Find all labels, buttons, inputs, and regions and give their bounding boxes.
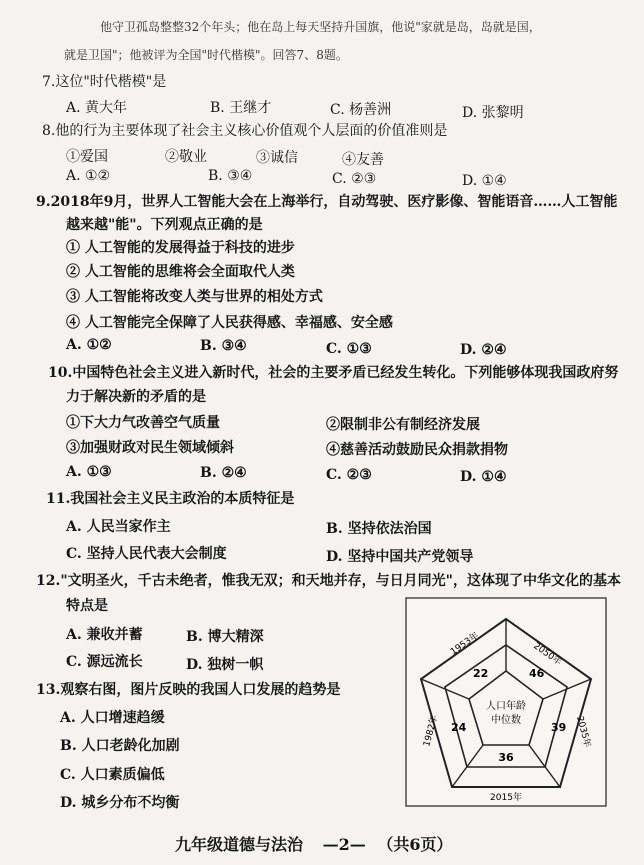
q10-stem-line-2: 力于解决新的矛盾的是 bbox=[66, 389, 206, 405]
value-1953: 22 bbox=[473, 667, 489, 680]
q8-option-c[interactable]: C. ②③ bbox=[332, 171, 377, 187]
value-2050: 46 bbox=[529, 667, 545, 680]
q9-option-b[interactable]: B. ③④ bbox=[200, 338, 247, 354]
year-label-2050: 2050年 bbox=[531, 641, 564, 668]
q12-option-c[interactable]: C. 源远流长 bbox=[66, 654, 143, 670]
q7-option-a[interactable]: A. 黄大年 bbox=[66, 100, 128, 116]
q10-option-a[interactable]: A. ①③ bbox=[66, 464, 112, 480]
year-label-2035: 2035年 bbox=[574, 715, 593, 749]
q12-option-a[interactable]: A. 兼收并蓄 bbox=[66, 627, 143, 643]
q9-stem-line-2: 越来越"能"。下列观点正确的是 bbox=[66, 217, 263, 233]
year-label-1982: 1982年 bbox=[422, 714, 441, 748]
q7-option-d[interactable]: D. 张黎明 bbox=[462, 105, 524, 121]
q9-stem-line-1: 9.2018年9月，世界人工智能大会在上海举行，自动驾驶、医疗影像、智能语音……人工智能 bbox=[36, 194, 618, 210]
value-1982: 24 bbox=[451, 721, 467, 734]
q8-item-4: ④友善 bbox=[342, 152, 384, 168]
pentagon-diagram bbox=[405, 597, 607, 807]
q8-item-3: ③诚信 bbox=[256, 150, 298, 166]
q10-option-b[interactable]: B. ②④ bbox=[200, 465, 247, 481]
q9-item-1: ① 人工智能的发展得益于科技的进步 bbox=[66, 240, 295, 256]
center-label-line-1: 人口年龄 bbox=[486, 701, 526, 712]
q7-option-b[interactable]: B. 王继才 bbox=[210, 100, 272, 116]
footer-page-number: —2— bbox=[322, 835, 366, 854]
value-2035: 39 bbox=[551, 721, 567, 734]
q9-option-d[interactable]: D. ②④ bbox=[460, 342, 507, 358]
q9-item-4: ④ 人工智能完全保障了人民获得感、幸福感、安全感 bbox=[66, 315, 393, 331]
q9-item-3: ③ 人工智能将改变人类与世界的相处方式 bbox=[66, 289, 323, 305]
q13-option-d[interactable]: D. 城乡分布不均衡 bbox=[60, 795, 180, 811]
q8-item-2: ②敬业 bbox=[165, 149, 207, 165]
q7-option-c[interactable]: C. 杨善洲 bbox=[330, 102, 392, 118]
q7-stem: 7.这位"时代楷模"是 bbox=[42, 74, 167, 90]
center-label-line-2: 中位数 bbox=[491, 715, 521, 726]
population-pentagon-figure bbox=[405, 597, 607, 807]
q10-item-3: ③加强财政对民生领域倾斜 bbox=[66, 440, 234, 456]
q13-stem: 13.观察右图，图片反映的我国人口发展的趋势是 bbox=[36, 682, 341, 698]
q10-item-4: ④慈善活动鼓励民众捐款捐物 bbox=[326, 442, 508, 458]
q10-option-c[interactable]: C. ②③ bbox=[326, 467, 372, 483]
q8-option-d[interactable]: D. ①④ bbox=[462, 173, 507, 189]
q10-item-2: ②限制非公有制经济发展 bbox=[326, 417, 480, 433]
footer bbox=[175, 832, 452, 855]
q10-stem-line-1: 10.中国特色社会主义进入新时代，社会的主要矛盾已经发生转化。下列能够体现我国政府努 bbox=[48, 365, 619, 381]
q8-stem: 8.他的行为主要体现了社会主义核心价值观个人层面的价值准则是 bbox=[42, 123, 448, 139]
footer-total-pages: （共6页） bbox=[377, 835, 453, 854]
q13-option-a[interactable]: A. 人口增速趋缓 bbox=[60, 710, 165, 726]
value-2015: 36 bbox=[498, 751, 514, 764]
q10-option-d[interactable]: D. ①④ bbox=[460, 469, 507, 485]
q9-option-c[interactable]: C. ①③ bbox=[326, 341, 372, 357]
q13-option-b[interactable]: B. 人口老龄化加剧 bbox=[60, 738, 180, 754]
q12-stem-line-1: 12."文明圣火，千古未绝者，惟我无双；和天地并存，与日月同光"，这体现了中华文化的基本 bbox=[36, 573, 621, 589]
q9-option-a[interactable]: A. ①② bbox=[66, 337, 112, 353]
q11-stem: 11.我国社会主义民主政治的本质特征是 bbox=[46, 491, 295, 507]
q11-option-b[interactable]: B. 坚持依法治国 bbox=[326, 521, 432, 537]
q10-item-1: ①下大力气改善空气质量 bbox=[66, 415, 220, 431]
year-label-1953: 1953年 bbox=[448, 630, 481, 658]
intro-line-1: 他守卫孤岛整整32个年头；他在岛上每天坚持升国旗，他说"家就是岛，岛就是国， bbox=[100, 20, 541, 34]
q11-option-d[interactable]: D. 坚持中国共产党领导 bbox=[326, 549, 474, 565]
footer-subject: 九年级道德与法治 bbox=[175, 835, 304, 854]
q12-option-b[interactable]: B. 博大精深 bbox=[186, 629, 264, 645]
year-label-2015: 2015年 bbox=[490, 793, 522, 803]
q8-option-b[interactable]: B. ③④ bbox=[208, 168, 253, 184]
q11-option-c[interactable]: C. 坚持人民代表大会制度 bbox=[66, 546, 227, 562]
q13-option-c[interactable]: C. 人口素质偏低 bbox=[60, 767, 165, 783]
q12-stem-line-2: 特点是 bbox=[66, 598, 108, 614]
intro-line-2: 就是卫国"；他被评为全国"时代楷模"。回答7、8题。 bbox=[64, 48, 348, 62]
q9-item-2: ② 人工智能的思维将会全面取代人类 bbox=[66, 264, 295, 280]
q8-item-1: ①爱国 bbox=[66, 149, 108, 165]
q12-option-d[interactable]: D. 独树一帜 bbox=[186, 657, 264, 673]
q8-option-a[interactable]: A. ①② bbox=[66, 168, 111, 184]
q11-option-a[interactable]: A. 人民当家作主 bbox=[66, 519, 171, 535]
